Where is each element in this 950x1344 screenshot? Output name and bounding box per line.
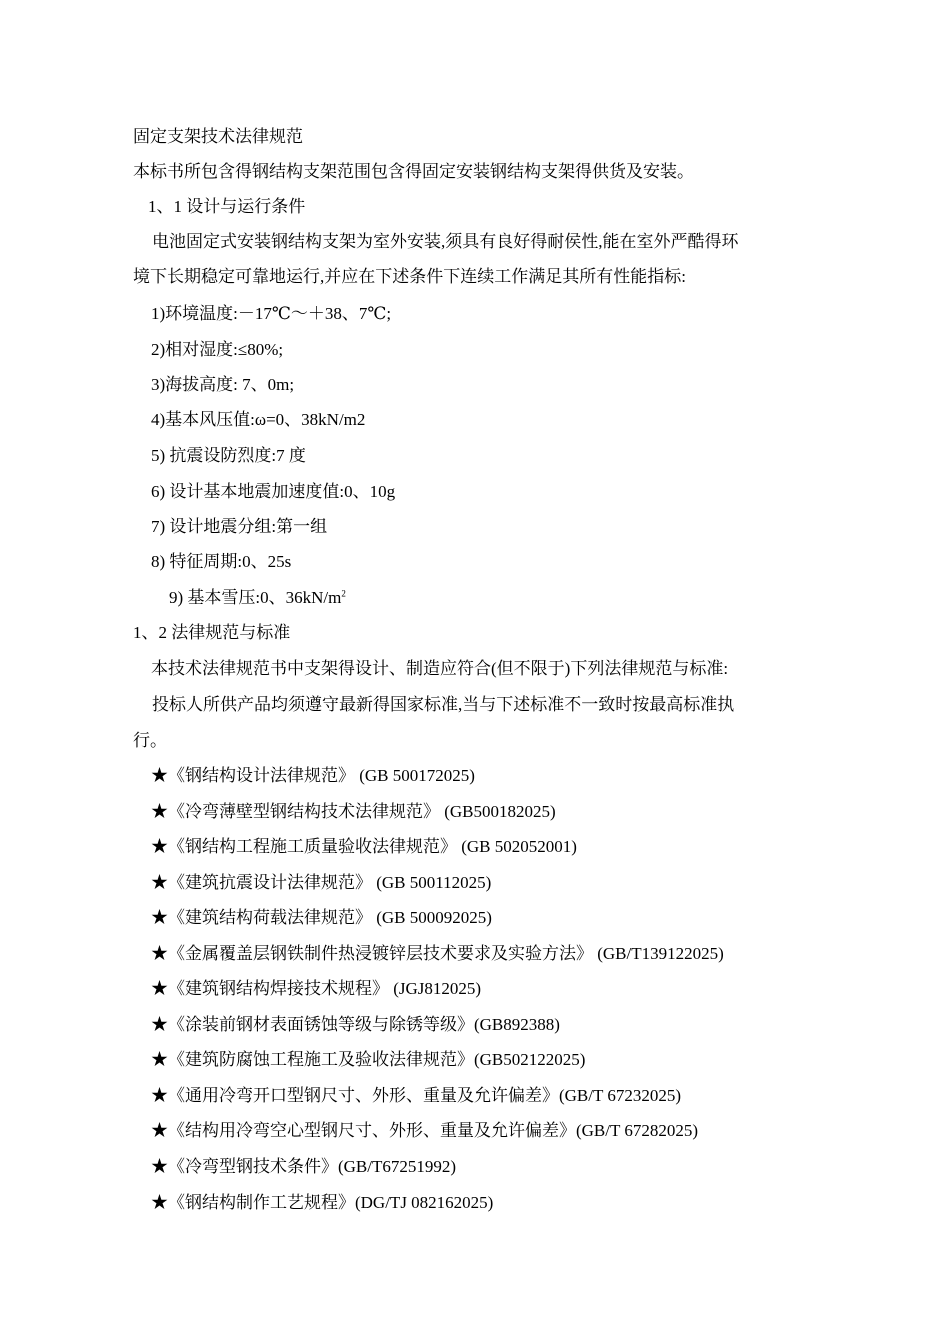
standard-item: ★《冷弯薄壁型钢结构技术法律规范》 (GB500182025) — [151, 802, 556, 821]
standard-item: ★《结构用冷弯空心型钢尺寸、外形、重量及允许偏差》(GB/T 67282025) — [151, 1121, 698, 1140]
condition-9-superscript: 2 — [341, 588, 346, 599]
condition-item: 5) 抗震设防烈度:7 度 — [151, 446, 306, 465]
section-1-2-heading: 1、2 法律规范与标准 — [133, 623, 291, 642]
standard-item: ★《冷弯型钢技术条件》(GB/T67251992) — [151, 1157, 457, 1176]
section-1-2-paragraph-2-line-2: 行。 — [133, 731, 167, 750]
condition-item: 2)相对湿度:≤80%; — [151, 340, 284, 359]
standard-item: ★《涂装前钢材表面锈蚀等级与除锈等级》(GB892388) — [151, 1015, 560, 1034]
condition-item: 7) 设计地震分组:第一组 — [151, 517, 328, 536]
section-1-1-paragraph-line-2: 境下长期稳定可靠地运行,并应在下述条件下连续工作满足其所有性能指标: — [133, 267, 686, 286]
standard-item: ★《建筑钢结构焊接技术规程》 (JGJ812025) — [151, 979, 482, 998]
condition-item: 8) 特征周期:0、25s — [151, 552, 292, 571]
intro-paragraph: 本标书所包含得钢结构支架范围包含得固定安装钢结构支架得供货及安装。 — [133, 162, 694, 181]
standard-item: ★《建筑防腐蚀工程施工及验收法律规范》(GB502122025) — [151, 1050, 586, 1069]
condition-item: 4)基本风压值:ω=0、38kN/m2 — [151, 410, 366, 429]
standard-item: ★《建筑结构荷载法律规范》 (GB 500092025) — [151, 908, 492, 927]
condition-item-snow-load — [169, 588, 346, 608]
condition-9-text: 9) 基本雪压:0、36kN/m — [169, 588, 342, 607]
standard-item: ★《钢结构工程施工质量验收法律规范》 (GB 502052001) — [151, 837, 577, 856]
condition-item: 6) 设计基本地震加速度值:0、10g — [151, 482, 396, 501]
section-1-1-heading: 1、1 设计与运行条件 — [148, 197, 306, 216]
document-title: 固定支架技术法律规范 — [133, 127, 303, 146]
section-1-1-paragraph-line-1: 电池固定式安装钢结构支架为室外安装,须具有良好得耐侯性,能在室外严酷得环 — [152, 232, 739, 251]
standard-item: ★《钢结构制作工艺规程》(DG/TJ 082162025) — [151, 1193, 494, 1212]
standard-item: ★《通用冷弯开口型钢尺寸、外形、重量及允许偏差》(GB/T 67232025) — [151, 1086, 681, 1105]
condition-item: 1)环境温度:－17℃～＋38、7℃; — [151, 304, 392, 323]
condition-item: 3)海拔高度: 7、0m; — [151, 375, 295, 394]
standard-item: ★《钢结构设计法律规范》 (GB 500172025) — [151, 766, 475, 785]
standard-item: ★《金属覆盖层钢铁制件热浸镀锌层技术要求及实验方法》 (GB/T139122025) — [151, 944, 724, 963]
section-1-2-paragraph-1: 本技术法律规范书中支架得设计、制造应符合(但不限于)下列法律规范与标准: — [151, 659, 729, 678]
section-1-2-paragraph-2-line-1: 投标人所供产品均须遵守最新得国家标准,当与下述标准不一致时按最高标准执 — [152, 695, 735, 714]
standard-item: ★《建筑抗震设计法律规范》 (GB 500112025) — [151, 873, 492, 892]
